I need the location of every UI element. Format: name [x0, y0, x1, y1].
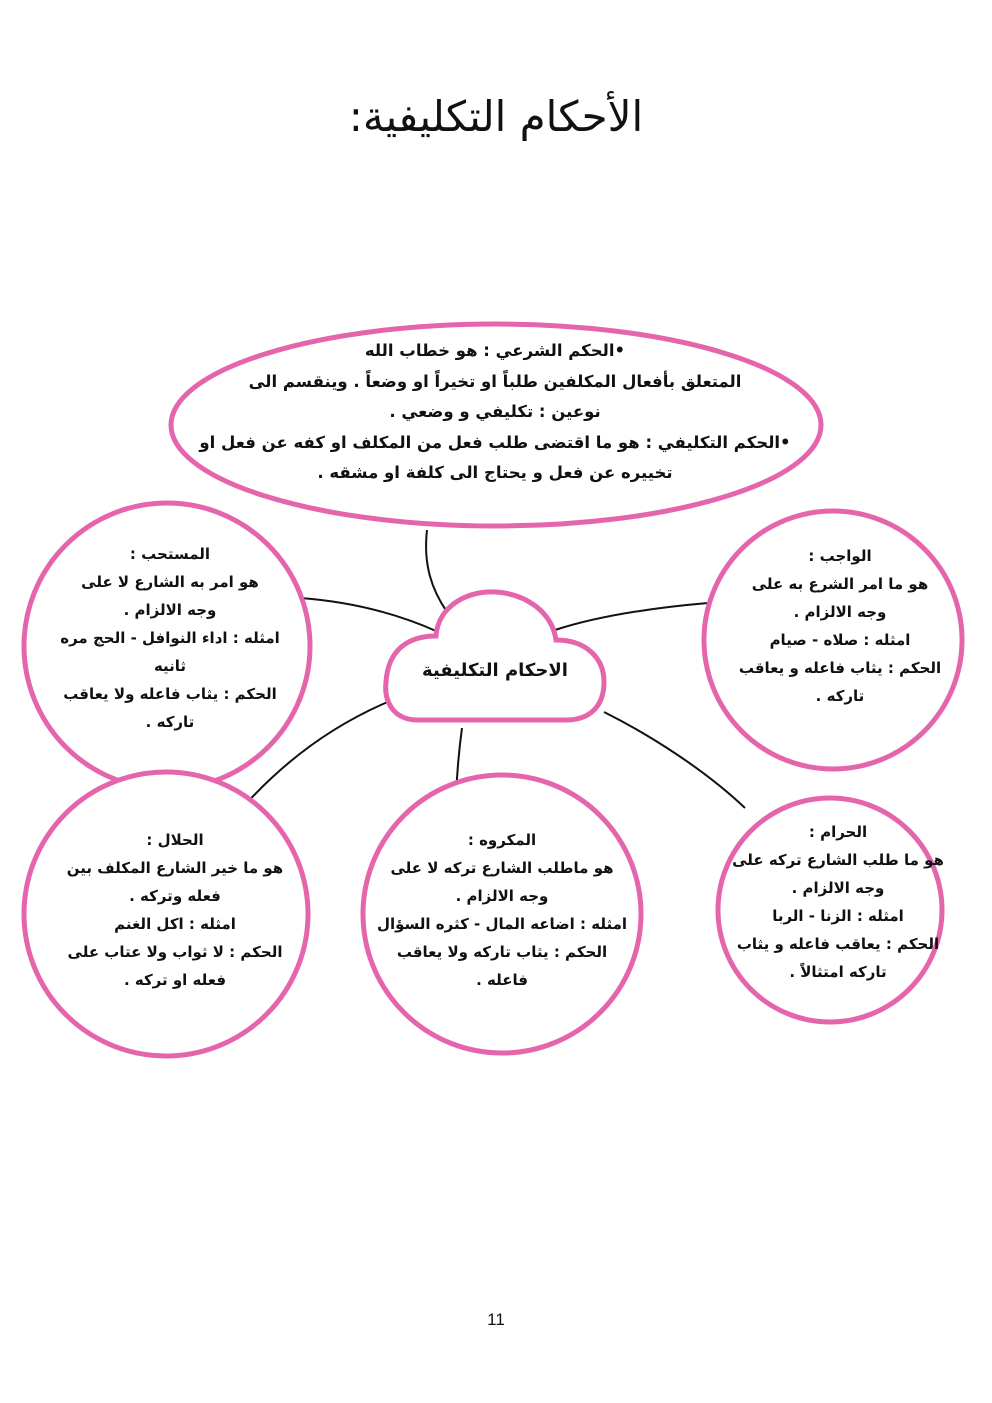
haram-line: وجه الالزام . [791, 879, 885, 897]
mustahab-line: ثانيه [153, 657, 187, 675]
root-line: تخييره عن فعل و يحتاج الى كلفة او مشقه . [317, 463, 673, 482]
connector-haram [604, 712, 745, 808]
wajib-node-text [715, 542, 965, 710]
root-line: •الحكم الشرعي : هو خطاب الله [364, 341, 626, 360]
page-title: الأحكام التكليفية: [348, 92, 644, 141]
wajib-line: وجه الالزام . [793, 603, 887, 621]
connector-root [426, 530, 447, 612]
haram-line: الحكم : يعاقب فاعله و يثاب [736, 935, 940, 953]
halal-line: هو ما خير الشارع المكلف بين [66, 859, 284, 877]
haram-line: هو ما طلب الشارع تركه على [732, 851, 944, 869]
root-line: المتعلق بأفعال المكلفين طلباً او تخيراً او وضعاً . وينقسم الى [248, 371, 742, 391]
haram-line: تاركه امتثالاً . [789, 963, 887, 981]
halal-line: فعله وتركه . [129, 887, 221, 905]
mustahab-node-text [35, 540, 305, 736]
haram-line: امثله : الزنا - الربا [772, 907, 904, 925]
mustahab-line: هو امر به الشارع لا على [81, 573, 259, 591]
makruh-line: الحكم : يثاب تاركه ولا يعاقب [396, 943, 608, 961]
root-definition-text [180, 336, 810, 489]
halal-line: امثله : اكل الغنم [114, 915, 236, 933]
wajib-line: امثله : صلاه - صيام [769, 631, 911, 649]
makruh-line: وجه الالزام . [455, 887, 549, 905]
root-line: نوعين : تكليفي و وضعي . [389, 402, 601, 421]
makruh-node-text [352, 826, 652, 994]
mustahab-line: امثله : اداء النوافل - الحج مره [60, 629, 280, 647]
wajib-line: هو ما امر الشرع به على [751, 575, 929, 593]
makruh-line: فاعله . [476, 971, 528, 989]
wajib-line: الحكم : يثاب فاعله و يعاقب [738, 659, 942, 677]
wajib-line: تاركه . [815, 687, 865, 705]
haram-heading: الحرام : [808, 823, 868, 841]
mustahab-line: تاركه . [145, 713, 195, 731]
center-cloud-shape [386, 592, 604, 720]
halal-line: الحكم : لا ثواب ولا عتاب على [67, 943, 283, 961]
makruh-line: هو ماطلب الشارع تركه لا على [390, 859, 614, 877]
halal-node-text [30, 826, 320, 994]
mustahab-line: وجه الالزام . [123, 601, 217, 619]
root-line: •الحكم التكليفي : هو ما اقتضى طلب فعل من المكلف او كفه عن فعل او [199, 432, 791, 452]
connector-mustahab [300, 598, 436, 631]
page-number: 11 [487, 1310, 505, 1329]
makruh-line: امثله : اضاعه المال - كثره السؤال [376, 915, 628, 933]
halal-heading: الحلال : [146, 831, 204, 849]
haram-node-text [713, 818, 963, 986]
mustahab-line: الحكم : يثاب فاعله ولا يعاقب [63, 685, 277, 703]
makruh-heading: المكروه : [467, 831, 537, 849]
halal-line: فعله او تركه . [123, 971, 227, 989]
wajib-heading: الواجب : [808, 547, 872, 565]
center-cloud-label: الاحكام التكليفية [422, 660, 568, 681]
mustahab-heading: المستحب : [129, 545, 211, 563]
connector-wajib [555, 603, 708, 630]
